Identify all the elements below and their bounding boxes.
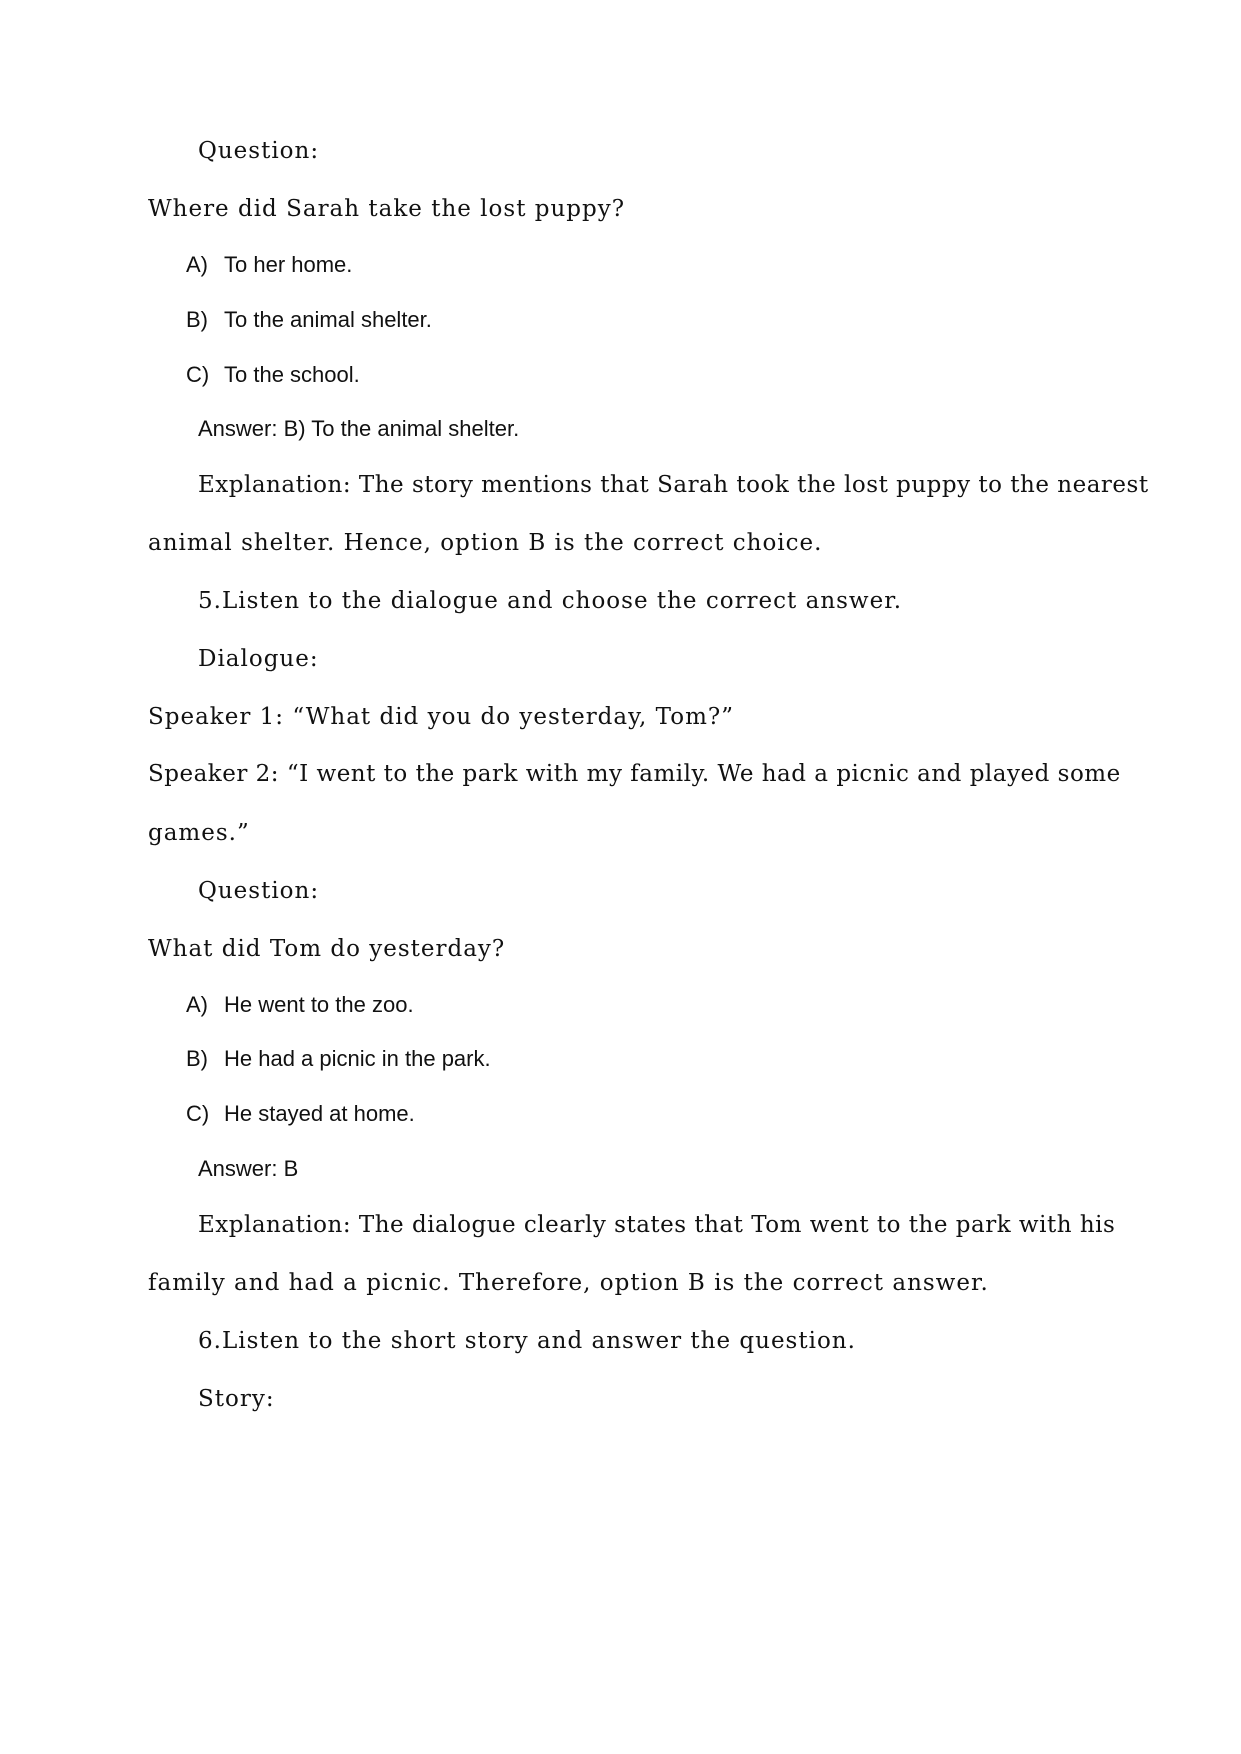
answer-text: Answer: B <box>198 1156 299 1181</box>
option-letter: B) <box>186 307 208 332</box>
option-letter: C) <box>186 362 210 387</box>
option-text: To the school. <box>224 362 360 387</box>
option-c <box>186 360 360 390</box>
speaker-1-line: Speaker 1: “What did you do yesterday, Tom?” <box>148 704 734 730</box>
option-text: To the animal shelter. <box>224 307 432 332</box>
speaker-2-line-1: Speaker 2: “I went to the park with my family. We had a picnic and played some <box>148 761 1121 787</box>
option-letter: C) <box>186 1101 210 1126</box>
option-letter: A) <box>186 992 208 1017</box>
option-c <box>186 1099 415 1129</box>
option-a <box>186 990 414 1020</box>
question-text: Where did Sarah take the lost puppy? <box>148 196 626 222</box>
question-label: Question: <box>198 878 320 904</box>
option-b <box>186 305 432 335</box>
story-label: Story: <box>198 1386 275 1412</box>
answer-text: Answer: B) To the animal shelter. <box>198 416 520 441</box>
question-label: Question: <box>198 138 320 164</box>
option-a <box>186 250 352 280</box>
option-text: He had a picnic in the park. <box>224 1046 491 1071</box>
explanation-line-2: animal shelter. Hence, option B is the correct choice. <box>148 530 823 556</box>
speaker-2-line-2: games.” <box>148 820 250 846</box>
explanation-line-1: Explanation: The story mentions that Sarah took the lost puppy to the nearest <box>198 472 1149 498</box>
section-heading-5: 5.Listen to the dialogue and choose the correct answer. <box>198 588 903 614</box>
option-text: He went to the zoo. <box>224 992 414 1017</box>
question-text: What did Tom do yesterday? <box>148 936 506 962</box>
option-letter: A) <box>186 252 208 277</box>
explanation-line-2: family and had a picnic. Therefore, option B is the correct answer. <box>148 1270 989 1296</box>
dialogue-label: Dialogue: <box>198 646 319 672</box>
section-heading-6: 6.Listen to the short story and answer the question. <box>198 1328 856 1354</box>
option-text: He stayed at home. <box>224 1101 415 1126</box>
option-letter: B) <box>186 1046 208 1071</box>
explanation-line-1: Explanation: The dialogue clearly states that Tom went to the park with his <box>198 1212 1116 1238</box>
option-b <box>186 1044 491 1074</box>
option-text: To her home. <box>224 252 353 277</box>
